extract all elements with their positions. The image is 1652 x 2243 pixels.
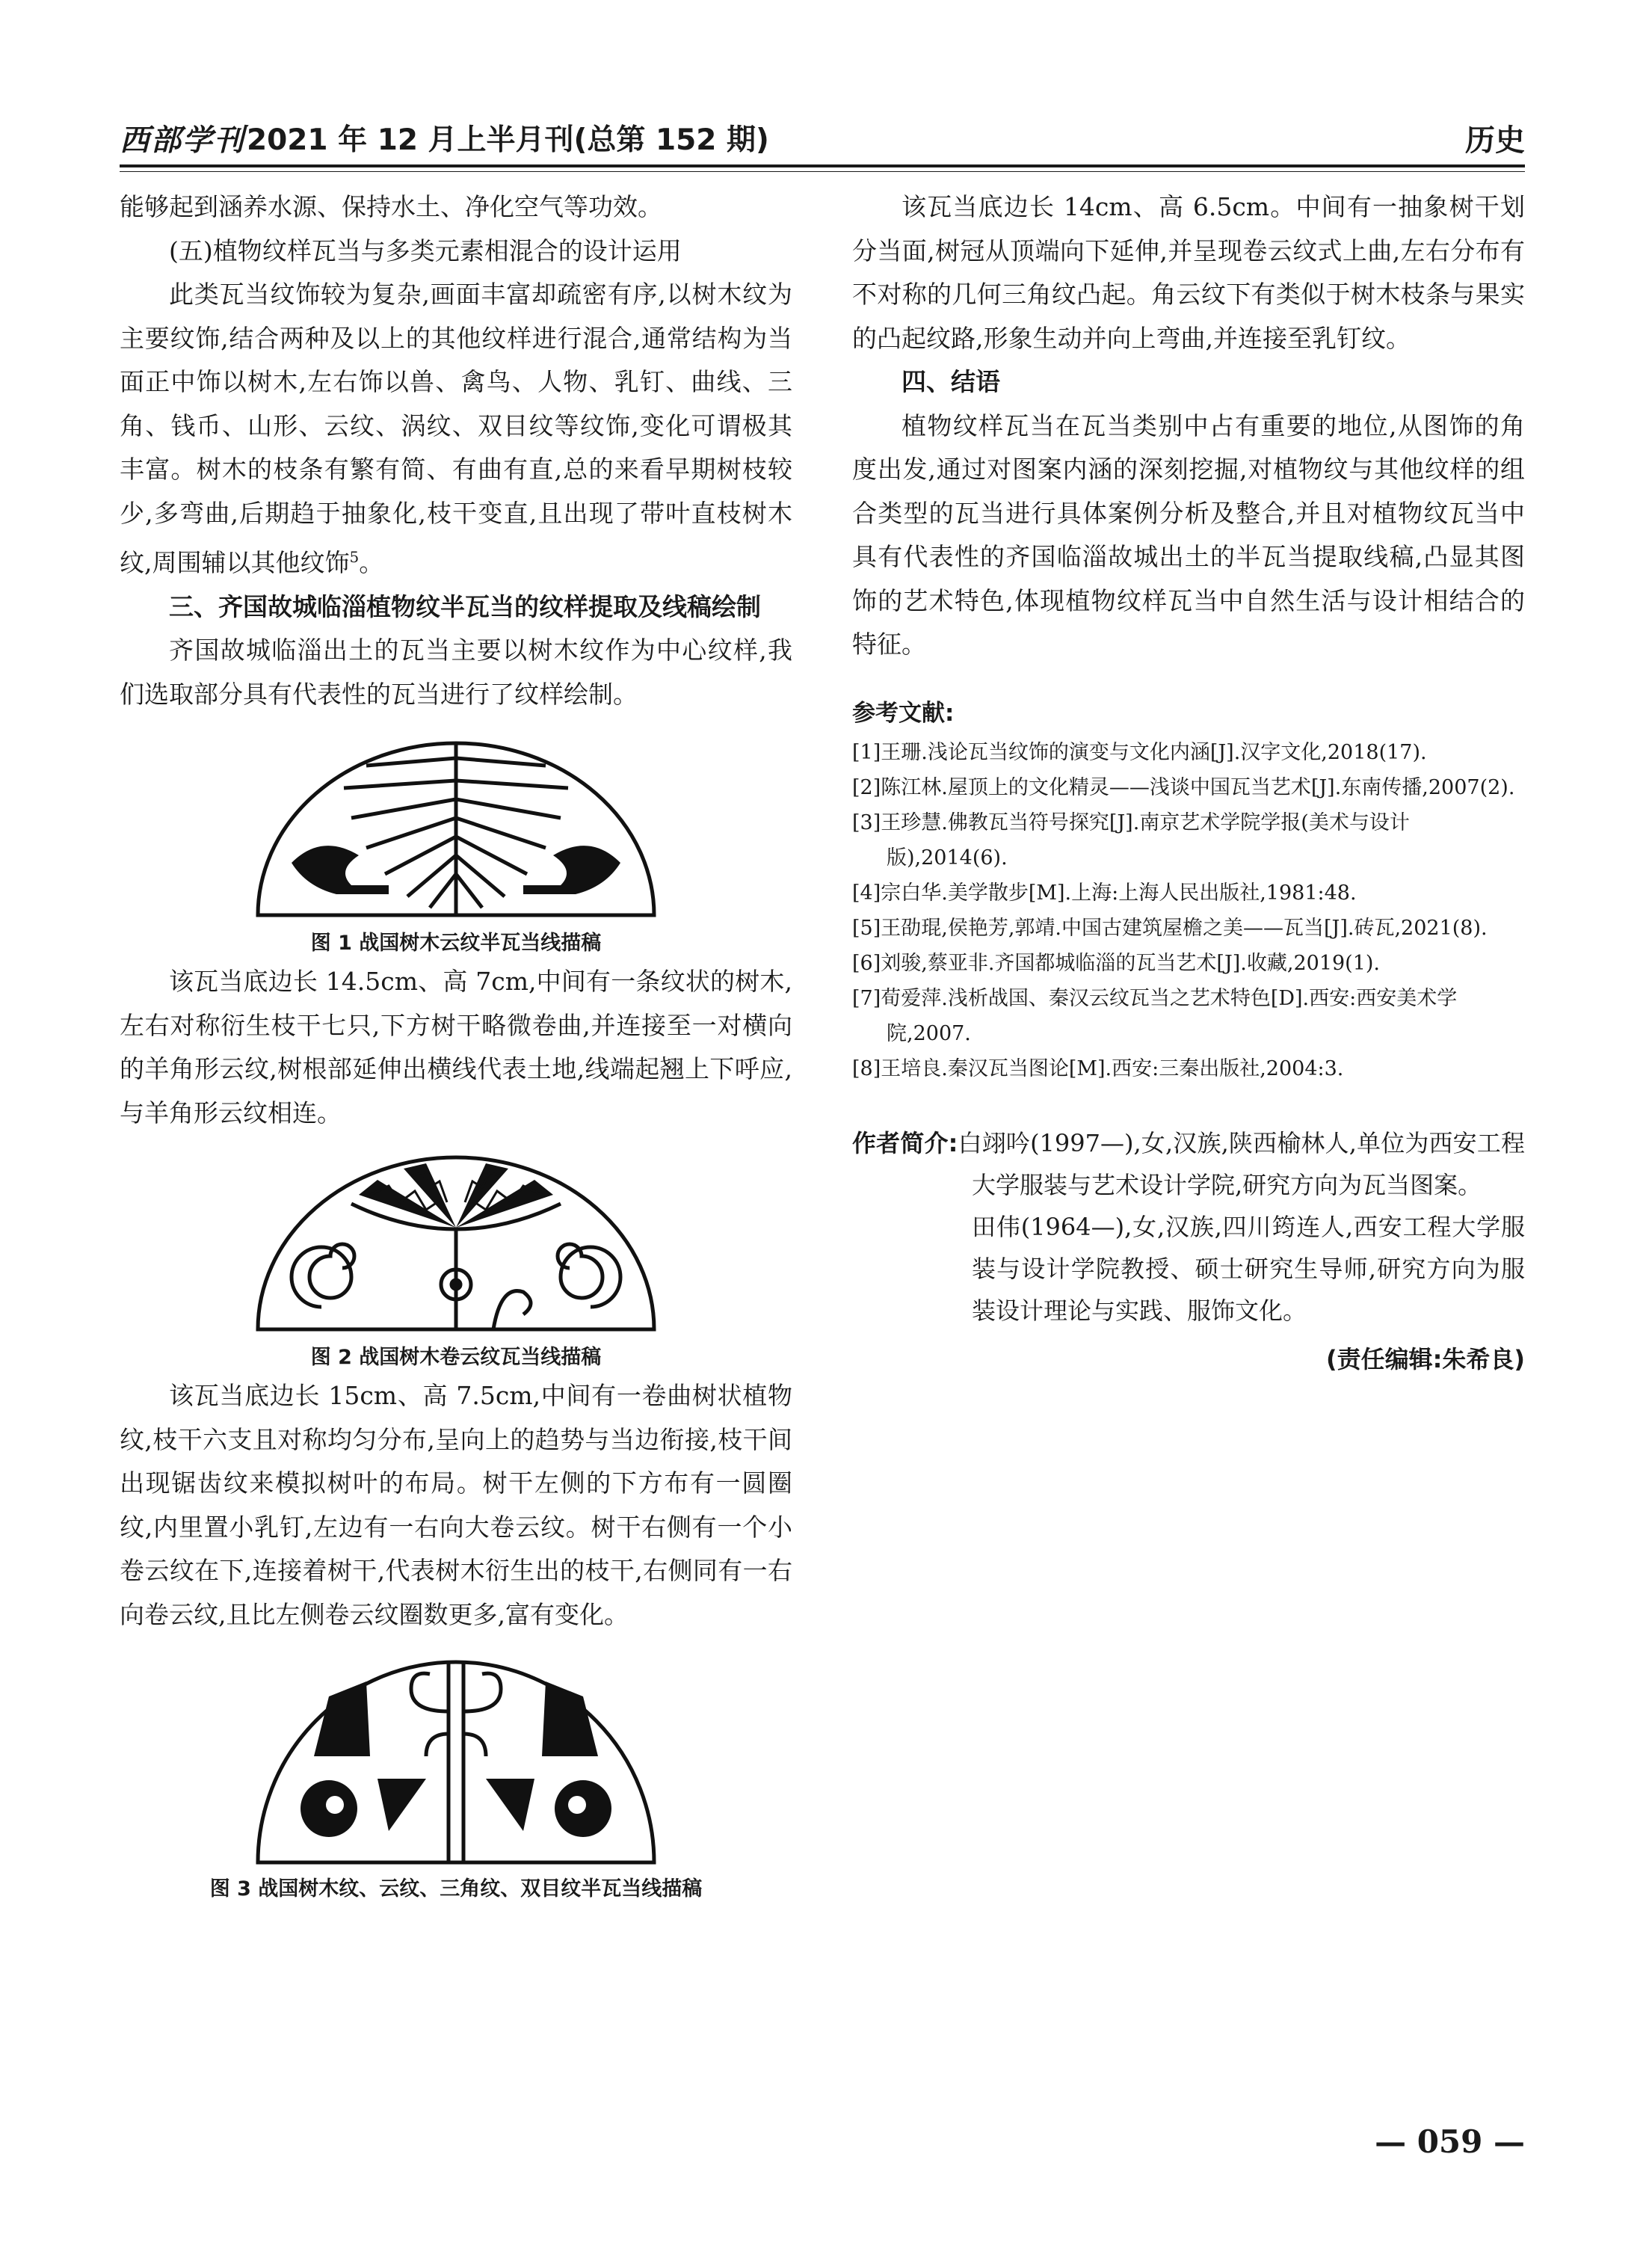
right-column: [852, 185, 1525, 1375]
responsible-editor: (责任编辑:朱希良): [1325, 1344, 1525, 1373]
paragraph: 此类瓦当纹饰较为复杂,画面丰富却疏密有序,以树木纹为主要纹饰,结合两种及以上的其他纹样进行混合,通常结构为当面正中饰以树木,左右饰以兽、禽鸟、人物、乳钉、曲线、三角、钱币、山形、云纹、涡纹、双目纹等纹饰,变化可谓极其丰富。树木的枝条有繁有简、有曲有直,总的来看早期树枝较少,多弯曲,后期趋于抽象化,枝干变直,且出现了带叶直枝树木纹,周围辅以其他纹饰$^5$。: [120, 280, 792, 577]
section-heading: 四、结语: [901, 367, 1000, 396]
author-label: 作者简介:: [852, 1128, 958, 1157]
reference-item: [5]王劭琨,侯艳芳,郭靖.中国古建筑屋檐之美——瓦当[J].砖瓦,2021(8).: [852, 916, 1488, 940]
figure-1-drawing: [247, 736, 665, 923]
figure-3-drawing: [247, 1652, 665, 1868]
author-bio-2: 田伟(1964—),女,汉族,四川筠连人,西安工程大学服装与设计学院教授、硕士研究生导师,研究方向为服装设计理论与实践、服饰文化。: [972, 1212, 1525, 1325]
subsection-heading: (五)植物纹样瓦当与多类元素相混合的设计运用: [169, 236, 682, 265]
reference-item: [3]王珍慧.佛教瓦当符号探究[J].南京艺术学院学报(美术与设计版),2014(6).: [852, 810, 1410, 870]
section-heading: 三、齐国故城临淄植物纹半瓦当的纹样提取及线稿绘制: [169, 591, 761, 621]
reference-item: [7]荀爱萍.浅析战国、秦汉云纹瓦当之艺术特色[D].西安:西安美术学院,2007.: [852, 986, 1458, 1045]
issue-info: 2021 年 12 月上半月刊(总第 152 期): [247, 123, 769, 157]
reference-item: [2]陈江林.屋顶上的文化精灵——浅谈中国瓦当艺术[J].东南传播,2007(2).: [852, 775, 1515, 799]
figure-1-caption: 图 1 战国树木云纹半瓦当线描稿: [310, 932, 602, 955]
figure-2-caption: 图 2 战国树木卷云纹瓦当线描稿: [310, 1346, 602, 1369]
reference-item: [6]刘骏,蔡亚非.齐国都城临淄的瓦当艺术[J].收藏,2019(1).: [852, 951, 1381, 975]
paragraph: 该瓦当底边长 14cm、高 6.5cm。中间有一抽象树干划分当面,树冠从顶端向下延伸,并呈现卷云纹式上曲,左右分布有不对称的几何三角纹凸起。角云纹下有类似于树木枝条与果实的凸起纹路,形象生动并向上弯曲,并连接至乳钉纹。: [852, 192, 1525, 353]
figure-2-drawing: [247, 1150, 665, 1337]
figure-2: [120, 1150, 792, 1373]
citation-mark: 5: [349, 548, 360, 566]
figure-1: [120, 736, 792, 959]
paragraph: 植物纹样瓦当在瓦当类别中占有重要的地位,从图饰的角度出发,通过对图案内涵的深刻挖掘,对植物纹与其他纹样的组合类型的瓦当进行具体案例分析及整合,并且对植物纹瓦当中具有代表性的齐国临淄故城出土的半瓦当提取线稿,凸显其图饰的艺术特色,体现植物纹样瓦当中自然生活与设计相结合的特征。: [852, 410, 1525, 659]
author-bio-1: 作者简介:白翊吟(1997—),女,汉族,陕西榆林人,单位为西安工程大学服装与艺术设计学院,研究方向为瓦当图案。: [852, 1128, 1525, 1199]
header-rule: [120, 164, 1525, 167]
paragraph: 能够起到涵养水源、保持水土、净化空气等功效。: [120, 192, 662, 221]
references-title: 参考文献:: [852, 699, 955, 727]
reference-item: [8]王培良.秦汉瓦当图论[M].西安:三秦出版社,2004:3.: [852, 1056, 1344, 1080]
section-name: 历史: [1465, 123, 1525, 158]
header-rule-thin: [120, 171, 1525, 172]
page-number: — 059 —: [1375, 2123, 1525, 2160]
paragraph: 齐国故城临淄出土的瓦当主要以树木纹作为中心纹样,我们选取部分具有代表性的瓦当进行了纹样绘制。: [120, 636, 792, 709]
figure-3-caption: 图 3 战国树木纹、云纹、三角纹、双目纹半瓦当线描稿: [209, 1877, 703, 1901]
left-column: [120, 185, 792, 1906]
running-header: [120, 112, 1525, 157]
paragraph: 该瓦当底边长 14.5cm、高 7cm,中间有一条纹状的树木,左右对称衍生枝干七只,下方树干略微卷曲,并连接至一对横向的羊角形云纹,树根部延伸出横线代表土地,线端起翘上下呼应,与羊角形云纹相连。: [120, 967, 792, 1127]
figure-3: [120, 1652, 792, 1904]
paragraph: 该瓦当底边长 15cm、高 7.5cm,中间有一卷曲树状植物纹,枝干六支且对称均匀分布,呈向上的趋势与当边衔接,枝干间出现锯齿纹来模拟树叶的布局。树干左侧的下方布有一圆圈纹,内里置小乳钉,左边有一右向大卷云纹。树干右侧有一个小卷云纹在下,连接着树干,代表树木衍生出的枝干,右侧同有一右向卷云纹,且比左侧卷云纹圈数更多,富有变化。: [120, 1381, 792, 1629]
reference-item: [1]王珊.浅论瓦当纹饰的演变与文化内涵[J].汉字文化,2018(17).: [852, 740, 1427, 764]
author-bio: [852, 1122, 1525, 1332]
journal-name: 西部学刊: [120, 123, 245, 158]
reference-item: [4]宗白华.美学散步[M].上海:上海人民出版社,1981:48.: [852, 881, 1357, 905]
